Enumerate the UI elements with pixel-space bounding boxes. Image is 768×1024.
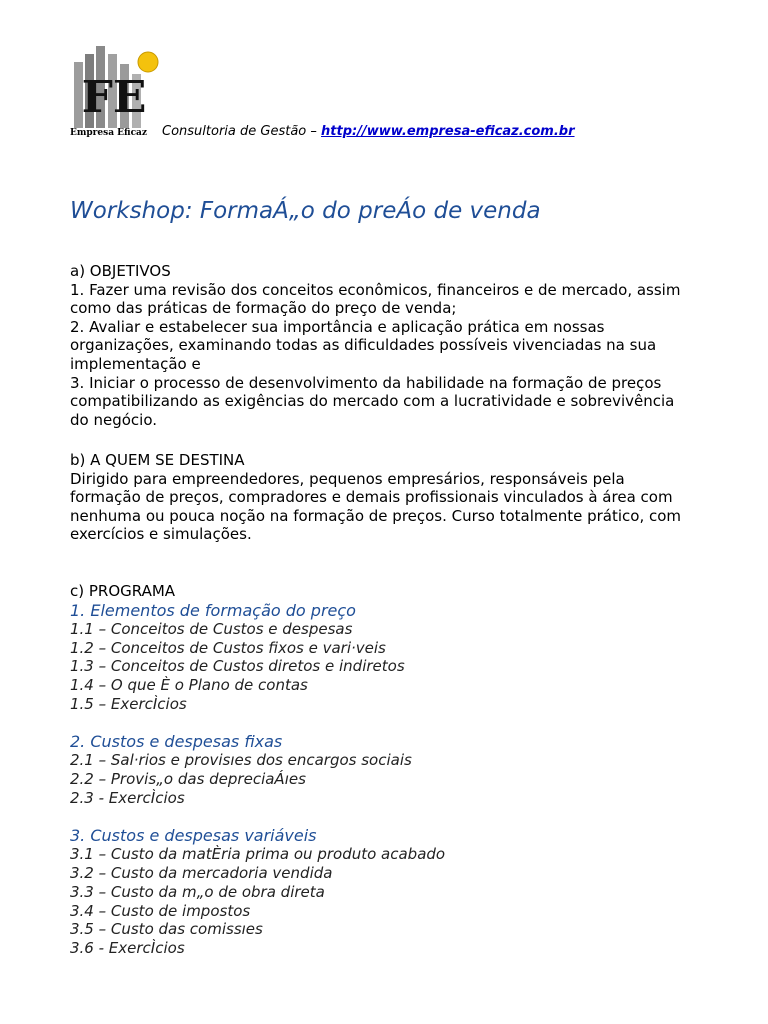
website-link[interactable]: http://www.empresa-eficaz.com.br xyxy=(321,124,575,139)
text-line: Dirigido para empreendedores, pequenos empresários, responsáveis pela xyxy=(70,469,625,488)
text-line: implementação e xyxy=(70,354,201,373)
consultancy-line xyxy=(162,124,575,139)
logo-letters: FE xyxy=(81,72,147,123)
section-heading: a) OBJETIVOS xyxy=(70,262,171,280)
program-item: 3.5 – Custo das comissıes xyxy=(70,920,263,939)
text-line: 2. Avaliar e estabelecer sua importância e aplicação prática em nossas xyxy=(70,317,605,336)
program-group xyxy=(70,826,710,958)
program-item: 2.2 – Provis„o das depreciaÁıes xyxy=(70,770,306,789)
text-line: exercícios e simulações. xyxy=(70,525,252,544)
logo-caption: Empresa Eficaz xyxy=(70,128,148,138)
program-item: 2.1 – Sal·rios e provisıes dos encargos sociais xyxy=(70,751,412,770)
section-objectives xyxy=(70,262,710,429)
section-program xyxy=(70,582,710,976)
program-item: 3.3 – Custo da m„o de obra direta xyxy=(70,882,325,901)
program-item: 2.3 - ExercÌcios xyxy=(70,788,185,807)
section-audience xyxy=(70,451,710,544)
program-group-title: 1. Elementos de formação do preço xyxy=(70,600,356,620)
text-line: formação de preços, compradores e demais profissionais vinculados à área com xyxy=(70,488,673,507)
program-item: 3.1 – Custo da matÈria prima ou produto acabado xyxy=(70,844,446,863)
text-line: como das práticas de formação do preço de venda; xyxy=(70,299,457,318)
section-heading: b) A QUEM SE DESTINA xyxy=(70,451,245,469)
program-group xyxy=(70,732,710,808)
text-line: do negócio. xyxy=(70,410,157,429)
consultancy-label: Consultoria de Gestão – xyxy=(162,124,322,139)
program-item: 1.2 – Conceitos de Custos fixos e vari·veis xyxy=(70,638,386,657)
text-line: compatibilizando as exigências do mercado com a lucratividade e sobrevivência xyxy=(70,392,675,411)
text-line: 3. Iniciar o processo de desenvolvimento da habilidade na formação de preços xyxy=(70,373,662,392)
document-title: Workshop: FormaÁ„o do preÁo de venda xyxy=(70,198,541,224)
document-header xyxy=(68,44,708,144)
text-line: organizações, examinando todas as dificuldades possíveis vivenciadas na sua xyxy=(70,336,657,355)
text-line: 1. Fazer uma revisão dos conceitos econômicos, financeiros e de mercado, assim xyxy=(70,280,681,299)
section-heading: c) PROGRAMA xyxy=(70,582,176,600)
text-line: nenhuma ou pouca noção na formação de preços. Curso totalmente prático, com xyxy=(70,506,682,525)
program-group-title: 3. Custos e despesas variáveis xyxy=(70,825,317,845)
program-group-title: 2. Custos e despesas fixas xyxy=(70,732,283,752)
program-item: 3.2 – Custo da mercadoria vendida xyxy=(70,863,333,882)
program-item: 3.4 – Custo de impostos xyxy=(70,901,251,920)
program-item: 3.6 - ExercÌcios xyxy=(70,939,185,958)
program-item: 1.4 – O que È o Plano de contas xyxy=(70,676,308,695)
program-item: 1.5 – ExercÌcios xyxy=(70,695,187,714)
program-group xyxy=(70,601,710,715)
program-item: 1.3 – Conceitos de Custos diretos e indiretos xyxy=(70,657,405,676)
program-item: 1.1 – Conceitos de Custos e despesas xyxy=(70,619,353,638)
